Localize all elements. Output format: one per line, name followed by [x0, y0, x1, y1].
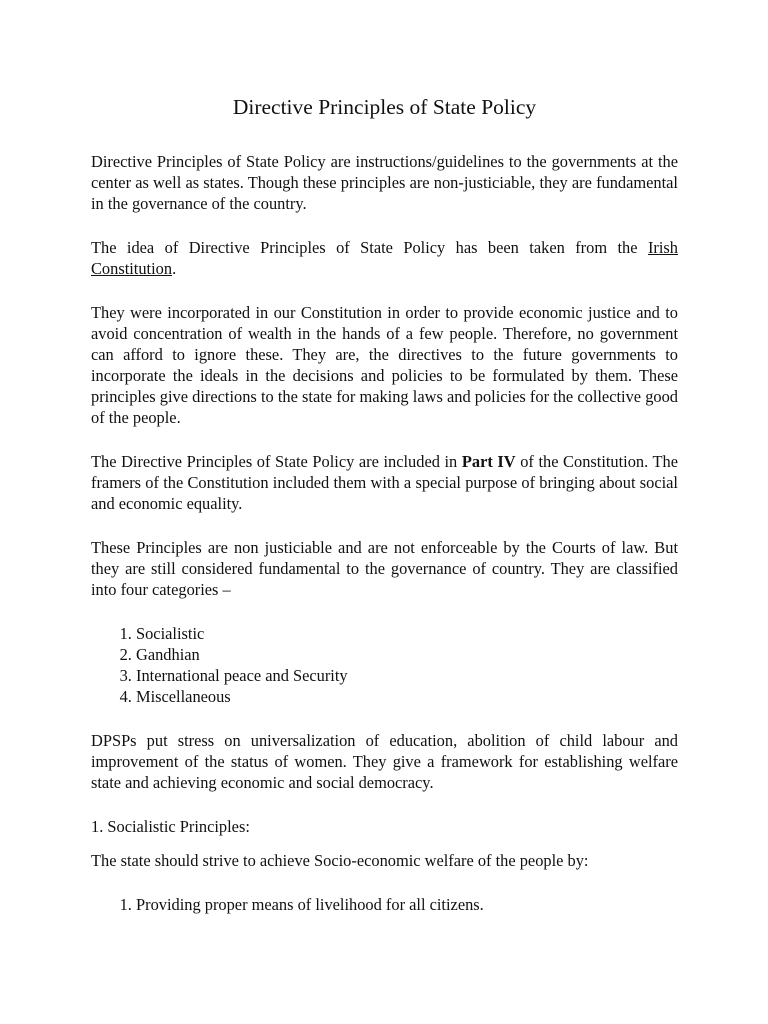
list-item: 2. Gandhian	[136, 644, 678, 665]
origin-text: The idea of Directive Principles of State Policy has been taken from the	[91, 238, 648, 257]
part-iv-text-end: of the Constitution. The framers of the Constitution included them with a special purpose of bringing about social and economic equality.	[91, 452, 678, 513]
list-item: 1. Providing proper means of livelihood for all citizens.	[136, 894, 678, 915]
socialistic-intro: The state should strive to achieve Socio-economic welfare of the people by:	[91, 851, 589, 870]
intro-paragraph: Directive Principles of State Policy are instructions/guidelines to the governments at the center as well as states. Though these principles are non-justiciable, they are fundamental in the governance of the country.	[91, 152, 678, 213]
dpsp-stress-paragraph: DPSPs put stress on universalization of education, abolition of child labour and improvement of the status of women. They give a framework for establishing welfare state and achieving economic and social democracy.	[91, 731, 678, 792]
part-iv-bold: Part IV	[461, 452, 516, 471]
irish-constitution-link[interactable]: Irish Constitution	[91, 238, 678, 278]
list-item: 1. Socialistic	[136, 623, 678, 644]
categories-list	[91, 623, 678, 707]
list-item: 3. International peace and Security	[136, 665, 678, 686]
document-page	[91, 92, 678, 938]
origin-paragraph	[91, 237, 678, 279]
origin-text-end: .	[172, 259, 177, 278]
document-title: Directive Principles of State Policy	[232, 95, 537, 119]
list-item: 4. Miscellaneous	[136, 686, 678, 707]
part-iv-paragraph	[91, 451, 678, 514]
classification-paragraph: These Principles are non justiciable and are not enforceable by the Courts of law. But they are still considered fundamental to the governance of country. They are classified into four categories –	[91, 538, 678, 599]
part-iv-text: The Directive Principles of State Policy are included in	[91, 452, 462, 471]
section-heading-socialistic: 1. Socialistic Principles:	[91, 817, 250, 836]
socialistic-list	[91, 894, 678, 915]
purpose-paragraph: They were incorporated in our Constitution in order to provide economic justice and to avoid concentration of wealth in the hands of a few people. Therefore, no government can afford to ignore these. They are, the directives to the future governments to incorporate the ideals in the decisions and policies to be formulated by them. These principles give directions to the state for making laws and policies for the collective good of the people.	[91, 303, 678, 427]
